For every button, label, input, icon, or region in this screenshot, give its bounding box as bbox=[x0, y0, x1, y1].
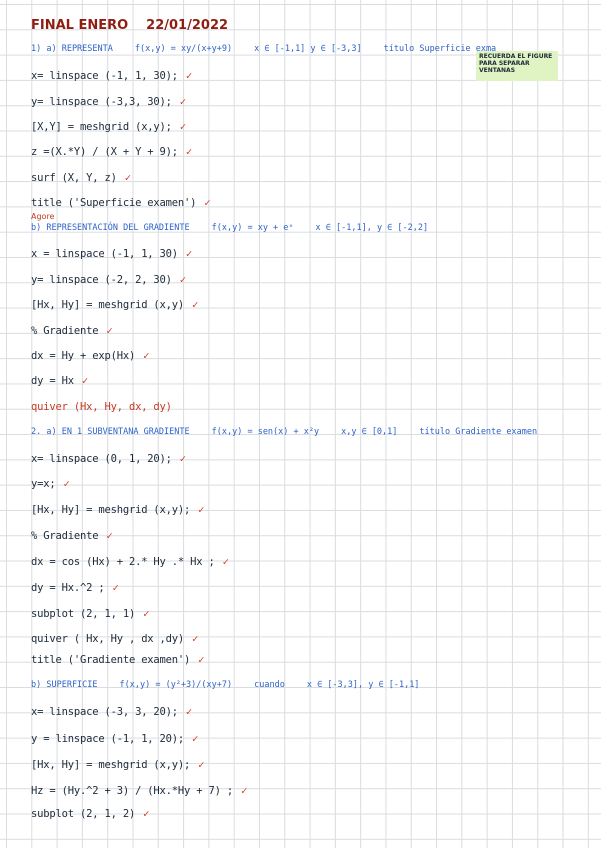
code-text: [X,Y] = meshgrid (x,y); bbox=[31, 121, 172, 133]
code-text: y= linspace (-3,3, 30); bbox=[31, 96, 172, 108]
exercise-heading bbox=[31, 44, 496, 54]
heading-part: x ∈ [-1,1] y ∈ [-3,3] bbox=[254, 44, 362, 54]
heading-part: x ∈ [-3,3], y ∈ [-1,1] bbox=[306, 680, 420, 690]
check-mark-icon: ✓ bbox=[185, 248, 193, 260]
code-text: % Gradiente bbox=[31, 325, 99, 337]
heading-part: título Superficie exma bbox=[383, 44, 497, 54]
check-mark-icon: ✓ bbox=[185, 146, 193, 158]
check-mark-icon: ✓ bbox=[192, 633, 199, 645]
check-mark-icon: ✓ bbox=[179, 274, 186, 286]
code-text: % Gradiente bbox=[31, 530, 99, 542]
code-line bbox=[31, 274, 186, 286]
heading-part: f(x,y) = xy/(x+y+9) bbox=[134, 44, 233, 54]
heading-part: f(x,y) = (y²+3)/(xy+7) bbox=[119, 680, 233, 690]
check-mark-icon: ✓ bbox=[185, 706, 193, 718]
exercise-heading bbox=[31, 680, 419, 690]
sticky-note: RECUERDA EL FIGURE PARA SEPARAR VENTANAS bbox=[476, 51, 558, 81]
code-text: [Hx, Hy] = meshgrid (x,y); bbox=[31, 504, 191, 516]
page-title bbox=[31, 18, 228, 33]
code-line bbox=[31, 608, 149, 620]
code-line bbox=[31, 248, 192, 260]
code-text: [Hx, Hy] = meshgrid (x,y) bbox=[31, 299, 185, 311]
code-line bbox=[31, 759, 204, 771]
check-mark-icon: ✓ bbox=[106, 325, 113, 337]
check-mark-icon: ✓ bbox=[143, 808, 150, 820]
margin-note: Agore bbox=[31, 212, 55, 221]
check-mark-icon: ✓ bbox=[192, 733, 199, 745]
check-mark-icon: ✓ bbox=[204, 197, 211, 209]
check-mark-icon: ✓ bbox=[179, 121, 186, 133]
code-text: x= linspace (-1, 1, 30); bbox=[31, 70, 178, 82]
check-mark-icon: ✓ bbox=[179, 453, 186, 465]
code-line bbox=[31, 785, 247, 797]
code-text: [Hx, Hy] = meshgrid (x,y); bbox=[31, 759, 191, 771]
check-mark-icon: ✓ bbox=[179, 96, 186, 108]
code-line bbox=[31, 172, 131, 184]
heading-part: f(x,y) = sen(x) + x²y bbox=[211, 427, 320, 437]
code-text: dx = cos (Hx) + 2.* Hy .* Hx ; bbox=[31, 556, 215, 568]
code-line bbox=[31, 350, 149, 362]
code-line bbox=[31, 733, 198, 745]
code-line bbox=[31, 299, 198, 311]
heading-part: x,y ∈ [0,1] bbox=[341, 427, 398, 437]
code-line bbox=[31, 325, 112, 337]
code-line bbox=[31, 504, 204, 516]
check-mark-icon: ✓ bbox=[63, 478, 70, 490]
code-text: subplot (2, 1, 1) bbox=[31, 608, 136, 620]
code-text: subplot (2, 1, 2) bbox=[31, 808, 136, 820]
check-mark-icon: ✓ bbox=[192, 299, 199, 311]
check-mark-icon: ✓ bbox=[198, 759, 205, 771]
highlighted-code-line bbox=[31, 401, 172, 413]
code-line bbox=[31, 453, 186, 465]
code-line bbox=[31, 478, 70, 490]
check-mark-icon: ✓ bbox=[112, 582, 119, 594]
code-line bbox=[31, 654, 204, 666]
check-mark-icon: ✓ bbox=[198, 504, 205, 516]
exercise-heading bbox=[31, 223, 428, 233]
code-line bbox=[31, 375, 88, 387]
code-text: x= linspace (0, 1, 20); bbox=[31, 453, 172, 465]
check-mark-icon: ✓ bbox=[241, 785, 248, 797]
heading-part: b) SUPERFICIE bbox=[31, 680, 98, 690]
code-text: dy = Hx bbox=[31, 375, 74, 387]
code-line bbox=[31, 70, 192, 82]
check-mark-icon: ✓ bbox=[185, 70, 193, 82]
exercise-heading bbox=[31, 427, 537, 437]
code-line bbox=[31, 96, 186, 108]
code-text: y= linspace (-2, 2, 30) bbox=[31, 274, 172, 286]
code-text: dx = Hy + exp(Hx) bbox=[31, 350, 136, 362]
code-text: y=x; bbox=[31, 478, 56, 490]
code-line bbox=[31, 530, 112, 542]
title-text: FINAL ENERO bbox=[31, 18, 129, 33]
code-line bbox=[31, 706, 192, 718]
heading-part: 2. a) EN 1 SUBVENTANA GRADIENTE bbox=[31, 427, 190, 437]
code-text: quiver (Hx, Hy, dx, dy) bbox=[31, 401, 172, 413]
code-text: x= linspace (-3, 3, 20); bbox=[31, 706, 178, 718]
code-line bbox=[31, 582, 119, 594]
check-mark-icon: ✓ bbox=[106, 530, 113, 542]
code-line bbox=[31, 633, 198, 645]
code-text: dy = Hx.^2 ; bbox=[31, 582, 105, 594]
code-line bbox=[31, 197, 210, 209]
title-date: 22/01/2022 bbox=[146, 18, 229, 33]
code-line bbox=[31, 121, 186, 133]
heading-part: b) REPRESENTACIÓN DEL GRADIENTE bbox=[31, 223, 190, 233]
check-mark-icon: ✓ bbox=[124, 172, 131, 184]
code-text: title ('Superficie examen') bbox=[31, 197, 197, 209]
heading-part: x ∈ [-1,1], y ∈ [-2,2] bbox=[315, 223, 429, 233]
heading-part: f(x,y) = xy + eˣ bbox=[211, 223, 294, 233]
code-text: title ('Gradiente examen') bbox=[31, 654, 191, 666]
check-mark-icon: ✓ bbox=[143, 608, 150, 620]
code-text: surf (X, Y, z) bbox=[31, 172, 117, 184]
heading-part: título Gradiente examen bbox=[419, 427, 538, 437]
code-text: Hz = (Hy.^2 + 3) / (Hx.*Hy + 7) ; bbox=[31, 785, 234, 797]
code-text: z =(X.*Y) / (X + Y + 9); bbox=[31, 146, 178, 158]
code-line bbox=[31, 146, 192, 158]
code-line bbox=[31, 808, 149, 820]
check-mark-icon: ✓ bbox=[222, 556, 229, 568]
code-text: quiver ( Hx, Hy , dx ,dy) bbox=[31, 633, 185, 645]
code-text: y = linspace (-1, 1, 20); bbox=[31, 733, 185, 745]
check-mark-icon: ✓ bbox=[198, 654, 205, 666]
code-line bbox=[31, 556, 229, 568]
check-mark-icon: ✓ bbox=[81, 375, 88, 387]
code-text: x = linspace (-1, 1, 30) bbox=[31, 248, 178, 260]
check-mark-icon: ✓ bbox=[143, 350, 150, 362]
heading-part: cuando bbox=[254, 680, 285, 690]
heading-part: 1) a) REPRESENTA bbox=[31, 44, 113, 54]
